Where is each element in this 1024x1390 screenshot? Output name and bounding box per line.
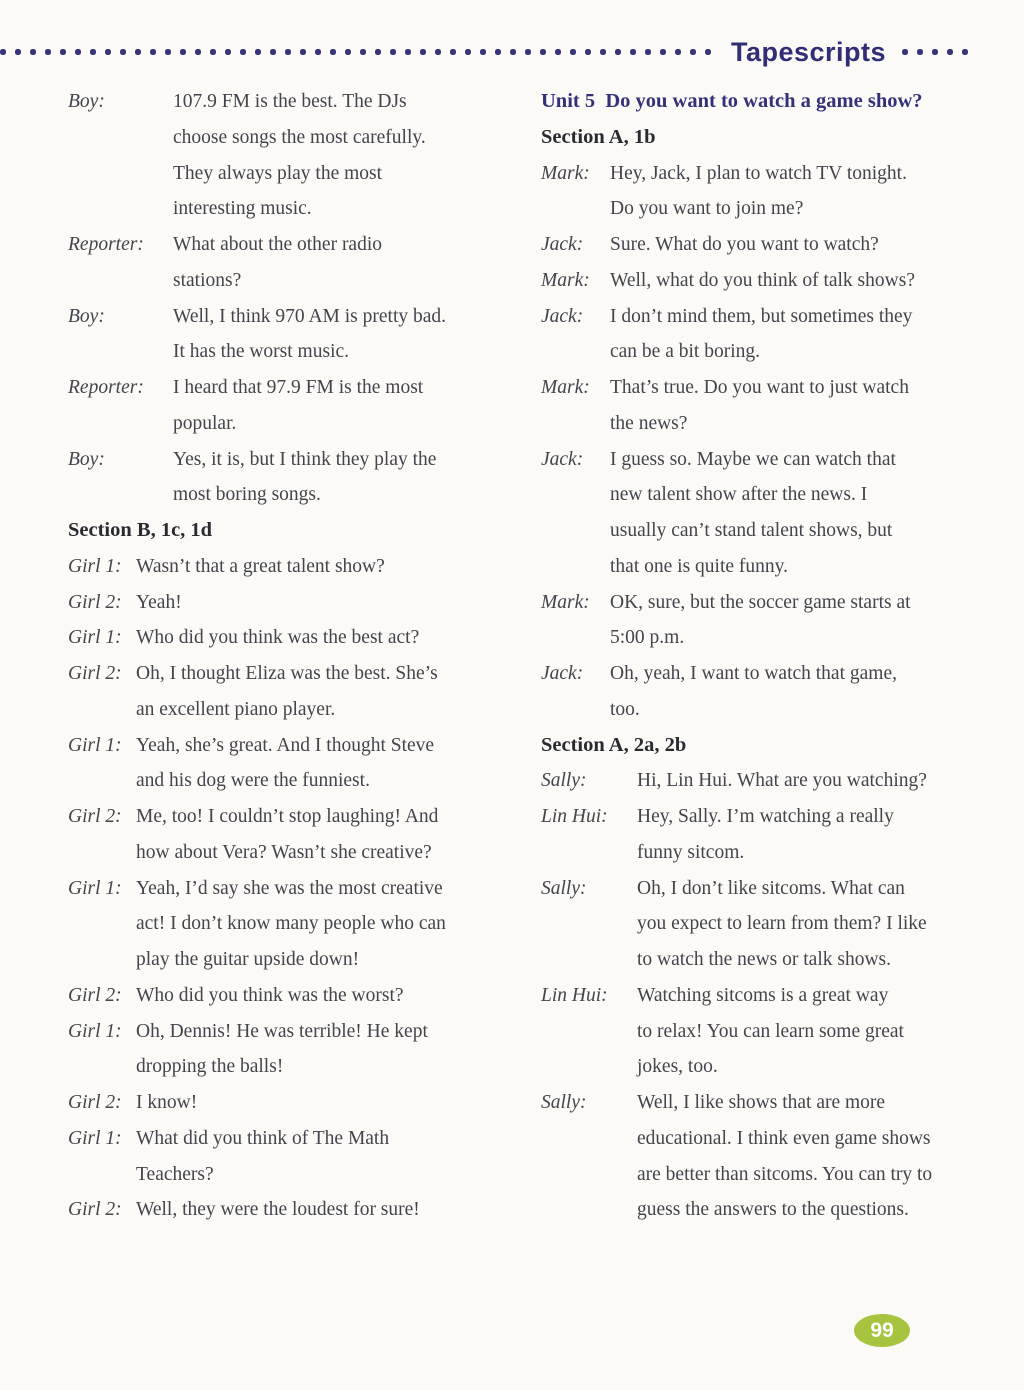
dialogue-entry <box>68 1014 520 1086</box>
dialogue-entry <box>541 763 1007 799</box>
speaker-label: Mark: <box>541 269 590 291</box>
dot-icon <box>255 49 261 55</box>
dialogue-lines <box>136 1121 520 1193</box>
dialogue-lines <box>173 370 520 442</box>
dialogue-lines <box>136 1192 520 1228</box>
dot-icon <box>240 49 246 55</box>
dialogue-line: guess the answers to the questions. <box>637 1199 909 1221</box>
dialogue-lines <box>637 799 1007 871</box>
dialogue-lines <box>610 299 1007 371</box>
dialogue-entry <box>68 1121 520 1193</box>
dialogue-entry <box>68 585 520 621</box>
dialogue-line: choose songs the most carefully. <box>173 126 426 148</box>
dialogue-entry <box>68 84 520 227</box>
speaker-label: Reporter: <box>68 234 144 255</box>
dialogue-entry <box>541 227 1007 263</box>
dot-icon <box>15 49 21 55</box>
unit-heading: Unit 5 Do you want to watch a game show? <box>541 90 923 112</box>
dot-icon <box>420 49 426 55</box>
dialogue-line: stations? <box>173 269 242 291</box>
dialogue-line: jokes, too. <box>637 1056 718 1078</box>
dot-icon <box>375 49 381 55</box>
dot-icon <box>630 49 636 55</box>
dot-icon <box>405 49 411 55</box>
dialogue-line: Oh, yeah, I want to watch that game, <box>610 663 897 684</box>
dialogue-line: popular. <box>173 412 237 434</box>
dialogue-line: Well, I think 970 AM is pretty bad. <box>173 305 447 327</box>
speaker-label: Sally: <box>541 1092 587 1113</box>
dialogue-entry <box>68 978 520 1014</box>
dot-icon <box>660 49 666 55</box>
dot-icon <box>270 49 276 55</box>
dialogue-line: Well, what do you think of talk shows? <box>610 269 915 291</box>
dot-icon <box>585 49 591 55</box>
dialogue-entry <box>541 585 1007 657</box>
dialogue-line: Oh, Dennis! He was terrible! He kept <box>136 1020 428 1042</box>
speaker-label: Girl 1: <box>68 877 122 899</box>
dot-icon <box>60 49 66 55</box>
dialogue-line: too. <box>610 698 640 720</box>
dialogue-line: I know! <box>136 1092 198 1113</box>
dialogue-line: you expect to learn from them? I like <box>637 913 927 935</box>
dialogue-line: new talent show after the news. I <box>610 484 868 506</box>
dot-icon <box>180 49 186 55</box>
dot-icon <box>917 49 923 55</box>
dot-icon <box>510 49 516 55</box>
dialogue-line: I heard that 97.9 FM is the most <box>173 377 424 398</box>
speaker-label: Girl 2: <box>68 806 122 827</box>
dialogue-entry <box>541 442 1007 585</box>
dialogue-entry <box>68 299 520 371</box>
dialogue-entry <box>541 156 1007 228</box>
tapescripts-header <box>0 37 984 67</box>
dialogue-line: Hi, Lin Hui. What are you watching? <box>637 770 927 792</box>
dialogue-lines <box>610 156 1007 228</box>
speaker-label: Girl 1: <box>68 627 122 649</box>
dialogue-entry <box>541 1085 1007 1228</box>
dot-icon <box>435 49 441 55</box>
dialogue-entry <box>541 871 1007 978</box>
dialogue-line: That’s true. Do you want to just watch <box>610 377 909 398</box>
dialogue-line: act! I don’t know many people who can <box>136 913 446 935</box>
dot-icon <box>90 49 96 55</box>
dot-icon <box>540 49 546 55</box>
dialogue-entry <box>68 1085 520 1121</box>
speaker-label: Boy: <box>68 448 105 470</box>
dialogue-line: and his dog were the funniest. <box>136 770 370 792</box>
dialogue-lines <box>610 370 1007 442</box>
dialogue-line: Who did you think was the worst? <box>136 984 404 1006</box>
dialogue-entry <box>68 370 520 442</box>
dialogue-lines <box>637 871 1007 978</box>
dialogue-lines <box>610 227 1007 263</box>
dialogue-line: dropping the balls! <box>136 1056 284 1078</box>
dialogue-entry <box>68 227 520 299</box>
dialogue-line: that one is quite funny. <box>610 555 788 577</box>
dialogue-line: Teachers? <box>136 1163 214 1185</box>
speaker-label: Girl 2: <box>68 591 122 613</box>
dot-icon <box>135 49 141 55</box>
page-number-badge <box>854 1314 910 1347</box>
speaker-label: Girl 1: <box>68 555 122 577</box>
dot-icon <box>495 49 501 55</box>
dialogue-line: Do you want to join me? <box>610 198 804 220</box>
dialogue-entry <box>541 370 1007 442</box>
dialogue-entry <box>541 299 1007 371</box>
speaker-label: Jack: <box>541 305 584 327</box>
dot-leader-right <box>902 49 968 55</box>
dialogue-line: an excellent piano player. <box>136 698 336 720</box>
dot-icon <box>600 49 606 55</box>
dialogue-lines <box>610 442 1007 585</box>
dialogue-line: educational. I think even game shows <box>637 1127 931 1149</box>
dialogue-lines <box>610 656 1007 728</box>
dialogue-line: Wasn’t that a great talent show? <box>136 555 385 577</box>
speaker-label: Girl 2: <box>68 663 122 684</box>
dialogue-entry <box>68 871 520 978</box>
dialogue-lines <box>136 871 520 978</box>
speaker-label: Lin Hui: <box>541 806 608 827</box>
dialogue-line: to relax! You can learn some great <box>637 1020 904 1042</box>
dialogue-line: Hey, Jack, I plan to watch TV tonight. <box>610 162 907 184</box>
dot-icon <box>525 49 531 55</box>
dot-icon <box>450 49 456 55</box>
dialogue-line: play the guitar upside down! <box>136 949 360 970</box>
dialogue-lines <box>173 84 520 227</box>
speaker-label: Sally: <box>541 877 587 899</box>
dialogue-line: Oh, I don’t like sitcoms. What can <box>637 877 905 899</box>
dot-icon <box>210 49 216 55</box>
dot-icon <box>195 49 201 55</box>
section-heading: Section A, 2a, 2b <box>541 733 687 756</box>
dialogue-lines <box>136 799 520 871</box>
dialogue-entry <box>68 620 520 656</box>
dialogue-entry <box>68 549 520 585</box>
speaker-label: Girl 1: <box>68 734 122 756</box>
dot-icon <box>345 49 351 55</box>
dot-icon <box>705 49 711 55</box>
dialogue-lines <box>637 1085 1007 1228</box>
dialogue-line: What did you think of The Math <box>136 1127 390 1149</box>
dialogue-line: most boring songs. <box>173 484 321 506</box>
dot-icon <box>360 49 366 55</box>
dialogue-entry <box>68 442 520 514</box>
dialogue-line: 107.9 FM is the best. The DJs <box>173 91 407 112</box>
speaker-label: Boy: <box>68 91 105 112</box>
dot-icon <box>902 49 908 55</box>
dialogue-line: Who did you think was the best act? <box>136 627 420 649</box>
speaker-label: Sally: <box>541 770 587 792</box>
dot-icon <box>465 49 471 55</box>
dialogue-line: Yeah! <box>136 591 182 613</box>
dialogue-line: Me, too! I couldn’t stop laughing! And <box>136 806 439 827</box>
speaker-label: Mark: <box>541 162 590 184</box>
page-title: Tapescripts <box>731 36 887 67</box>
dot-icon <box>675 49 681 55</box>
dot-icon <box>315 49 321 55</box>
dialogue-line: What about the other radio <box>173 234 383 255</box>
dot-icon <box>285 49 291 55</box>
dot-icon <box>45 49 51 55</box>
dot-icon <box>645 49 651 55</box>
dialogue-lines <box>136 1085 520 1121</box>
dot-icon <box>330 49 336 55</box>
dot-icon <box>120 49 126 55</box>
dot-icon <box>225 49 231 55</box>
speaker-label: Girl 2: <box>68 984 122 1006</box>
dialogue-lines <box>173 442 520 514</box>
dialogue-lines <box>136 620 520 656</box>
dialogue-lines <box>173 299 520 371</box>
dialogue-line: are better than sitcoms. You can try to <box>637 1163 933 1185</box>
dialogue-lines <box>173 227 520 299</box>
dialogue-line: Hey, Sally. I’m watching a really <box>637 806 894 827</box>
dialogue-line: 5:00 p.m. <box>610 627 685 649</box>
speaker-label: Girl 2: <box>68 1092 122 1113</box>
left-column <box>68 84 520 1228</box>
section-heading: Section B, 1c, 1d <box>68 519 213 541</box>
dot-icon <box>105 49 111 55</box>
speaker-label: Girl 1: <box>68 1127 122 1149</box>
dot-icon <box>75 49 81 55</box>
dialogue-line: I guess so. Maybe we can watch that <box>610 448 896 470</box>
dot-icon <box>390 49 396 55</box>
dot-icon <box>165 49 171 55</box>
dialogue-entry <box>541 978 1007 1085</box>
dot-icon <box>947 49 953 55</box>
dialogue-entry <box>68 799 520 871</box>
dialogue-line: It has the worst music. <box>173 341 350 363</box>
dialogue-line: funny sitcom. <box>637 841 745 863</box>
speaker-label: Mark: <box>541 591 590 613</box>
speaker-label: Lin Hui: <box>541 984 608 1006</box>
dialogue-line: Sure. What do you want to watch? <box>610 234 879 255</box>
dot-icon <box>480 49 486 55</box>
dialogue-lines <box>637 978 1007 1085</box>
right-column <box>541 84 1007 1228</box>
dialogue-lines <box>610 585 1007 657</box>
dialogue-entry <box>68 728 520 800</box>
dialogue-line: interesting music. <box>173 198 312 220</box>
dialogue-entry <box>68 656 520 728</box>
dot-leader-left <box>0 49 711 55</box>
speaker-label: Jack: <box>541 448 584 470</box>
dot-icon <box>932 49 938 55</box>
dialogue-lines <box>136 549 520 585</box>
dialogue-lines <box>637 763 1007 799</box>
dot-icon <box>0 49 6 55</box>
speaker-label: Reporter: <box>68 377 144 398</box>
dialogue-entry <box>541 656 1007 728</box>
dialogue-lines <box>136 1014 520 1086</box>
dialogue-entry <box>68 1192 520 1228</box>
dialogue-entry <box>541 799 1007 871</box>
speaker-label: Girl 2: <box>68 1199 122 1221</box>
page-number: 99 <box>870 1318 894 1342</box>
dialogue-lines <box>136 585 520 621</box>
dialogue-line: Yeah, I’d say she was the most creative <box>136 877 443 899</box>
speaker-label: Mark: <box>541 377 590 398</box>
dialogue-line: how about Vera? Wasn’t she creative? <box>136 841 432 863</box>
dialogue-line: OK, sure, but the soccer game starts at <box>610 591 911 613</box>
dialogue-lines <box>136 978 520 1014</box>
speaker-label: Jack: <box>541 234 584 255</box>
dialogue-line: Well, they were the loudest for sure! <box>136 1199 420 1221</box>
dialogue-lines <box>610 263 1007 299</box>
dialogue-lines <box>136 656 520 728</box>
dialogue-line: I don’t mind them, but sometimes they <box>610 305 913 327</box>
dot-icon <box>570 49 576 55</box>
speaker-label: Girl 1: <box>68 1020 122 1042</box>
dialogue-line: Watching sitcoms is a great way <box>637 984 889 1006</box>
dot-icon <box>555 49 561 55</box>
dialogue-line: Well, I like shows that are more <box>637 1092 886 1113</box>
dialogue-line: Oh, I thought Eliza was the best. She’s <box>136 663 438 684</box>
dialogue-line: the news? <box>610 412 688 434</box>
dot-icon <box>615 49 621 55</box>
section-heading: Section A, 1b <box>541 125 656 148</box>
dot-icon <box>300 49 306 55</box>
dialogue-line: Yeah, she’s great. And I thought Steve <box>136 734 435 756</box>
dialogue-entry <box>541 263 1007 299</box>
dot-icon <box>690 49 696 55</box>
dot-icon <box>30 49 36 55</box>
dialogue-line: can be a bit boring. <box>610 341 760 363</box>
dot-icon <box>962 49 968 55</box>
dialogue-line: They always play the most <box>173 162 383 184</box>
speaker-label: Jack: <box>541 663 584 684</box>
dialogue-line: to watch the news or talk shows. <box>637 949 891 970</box>
dialogue-line: Yes, it is, but I think they play the <box>173 448 437 470</box>
speaker-label: Boy: <box>68 305 105 327</box>
dialogue-lines <box>136 728 520 800</box>
dialogue-line: usually can’t stand talent shows, but <box>610 520 893 541</box>
dot-icon <box>150 49 156 55</box>
